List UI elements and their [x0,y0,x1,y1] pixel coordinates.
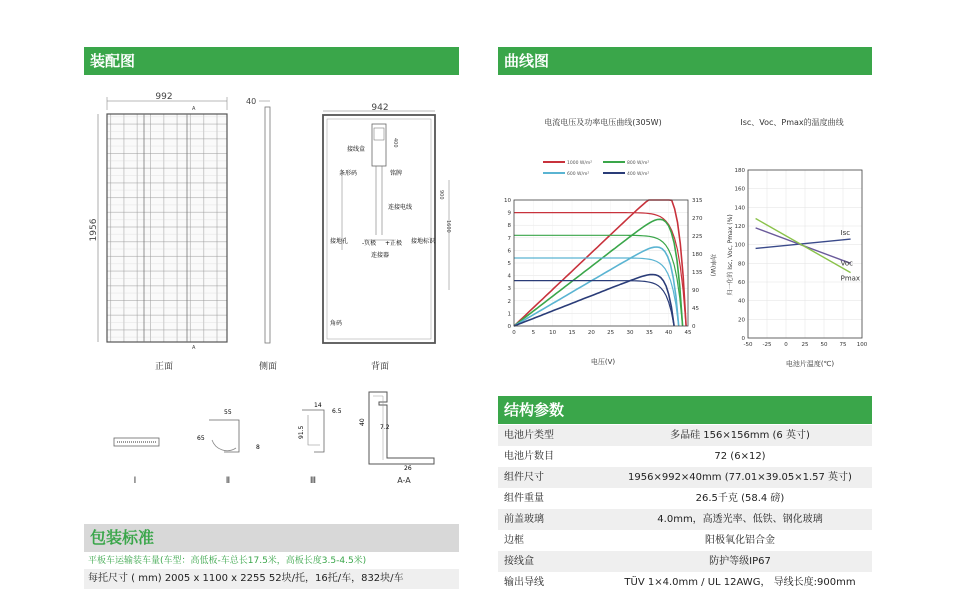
iv-x-tick: 10 [549,330,557,336]
iv-y2-tick: 135 [692,270,703,276]
spec-value: 4.0mm，高透光率、低铁、钢化玻璃 [657,514,823,525]
corner-code-label: 角码 [330,320,343,327]
iv-y2-tick: 315 [692,198,703,204]
spec-key: 组件尺寸 [504,472,544,483]
temp-x-tick: 50 [820,342,828,348]
side-view-label: 侧面 [258,362,278,372]
temp-x-tick: 0 [784,342,788,348]
back-dim-2: 900 [438,190,444,200]
front-marker-top: A [192,106,196,112]
detail-4-dim-40: 40 [359,418,366,426]
temp-y-tick: 20 [738,317,745,324]
temp-chart-xlabel: 电池片温度(℃) [785,360,835,368]
neg-pole-label: -负极 [362,240,377,247]
spec-row [498,467,872,488]
spec-row [498,551,872,572]
iv-y-tick: 2 [507,298,511,305]
iv-x-tick: 20 [587,330,595,336]
assembly-drawings [84,80,459,490]
iv-x-tick: 15 [568,330,576,336]
iv-legend-label: 1000 W/m² [567,161,593,166]
temp-chart-title: Isc、Voc、Pmax的温度曲线 [740,118,844,127]
spec-key: 电池片类型 [504,430,554,441]
detail-3-dim-14: 14 [314,402,322,409]
temp-label-voc: Voc [840,259,853,268]
pos-pole-label: +正极 [385,240,403,247]
temp-y-tick: 120 [734,224,745,230]
pv-curve-600 [514,247,679,326]
iv-y2-tick: 0 [692,324,696,330]
detail-1-label: Ⅰ [133,476,137,486]
spec-key: 边框 [504,535,524,546]
front-width-dim: 992 [155,92,173,102]
iv-x-tick: 0 [512,330,516,336]
temp-y-tick: 180 [734,168,745,174]
back-view [323,103,451,372]
temp-x-tick: 100 [856,342,868,348]
spec-key: 输出导线 [504,577,544,588]
iv-y2-tick: 225 [692,234,703,240]
temp-label-isc: Isc [840,229,851,238]
temp-x-tick: -25 [762,342,772,348]
back-dim-1: 400 [392,138,398,148]
front-marker-bottom: A [192,345,196,351]
ground-hole-label: 接地孔 [330,238,349,245]
iv-x-tick: 45 [684,330,692,336]
temp-y-tick: 60 [738,280,745,286]
temp-y-tick: 100 [734,242,745,249]
iv-y-tick: 1 [507,311,511,318]
back-view-label: 背面 [370,362,390,372]
spec-value: 阳极氧化铝合金 [705,535,775,546]
front-view-label: 正面 [154,362,174,372]
iv-y2-tick: 90 [692,288,699,294]
ground-label: 接地标识 [411,238,436,245]
packing-row: 每托尺寸 ( mm) 2005 x 1100 x 2255 52块/托，16托/车，832块/车 [84,569,459,589]
temperature-chart [722,110,872,375]
temp-y-tick: 0 [741,336,745,342]
connector-label: 连接器 [371,252,390,259]
iv-power-chart [498,110,723,375]
iv-curve-1000 [514,213,686,326]
iv-legend-label: 600 W/m² [567,172,590,177]
temp-y-tick: 80 [738,261,745,268]
cable-label: 连接电线 [388,204,413,211]
detail-4-dim-7-2: 7.2 [380,424,390,431]
iv-y2-tick: 270 [692,216,703,222]
spec-key: 组件重量 [504,493,544,504]
iv-chart-xlabel: 电压(V) [590,358,616,366]
spec-row [498,488,872,509]
temp-x-tick: 75 [839,342,847,348]
nameplate-label: 铭牌 [390,170,403,177]
temp-x-tick: 25 [801,342,809,348]
iv-y-tick: 10 [504,198,511,204]
iv-y-tick: 0 [507,324,511,330]
detail-2-dim-8: 8 [256,444,260,451]
packing-subtitle: 平板车运输装车量(车型：高低板-车总长17.5米，高板长度3.5-4.5米) [88,556,367,566]
iv-y-tick: 9 [507,210,511,217]
back-dim-3: 1600 [445,220,451,233]
detail-3-dim-6-5: 6.5 [332,408,342,415]
spec-value: 26.5千克 (58.4 磅) [695,493,785,504]
spec-key: 前盖玻璃 [504,514,544,525]
temp-line-pmax [756,219,851,273]
iv-y-tick: 3 [507,286,511,293]
detail-4-dim-26: 26 [404,465,412,472]
iv-legend-label: 400 W/m² [627,172,650,177]
iv-y2-tick: 45 [692,306,699,312]
iv-x-tick: 35 [645,330,653,336]
spec-row [498,446,872,467]
spec-row [498,509,872,530]
spec-row [498,425,872,446]
detail-2-dim-65: 65 [197,435,205,442]
assembly-section-header: 装配图 [84,47,459,75]
detail-2-dim-55: 55 [224,409,232,416]
iv-y-tick: 5 [507,261,511,267]
iv-y-tick: 7 [507,235,511,242]
temp-y-tick: 40 [738,298,745,305]
iv-x-tick: 5 [531,330,536,336]
temp-line-isc [756,239,851,248]
iv-y-tick: 8 [507,223,511,230]
packing-section-header: 包装标准 [84,524,459,552]
spec-key: 电池片数目 [504,451,554,462]
iv-y-tick: 6 [507,248,511,255]
structure-section-header: 结构参数 [498,396,872,424]
temp-chart-ylabel: 归一化的 Isc, Voc, Pmax (%) [727,214,734,296]
back-width-dim: 942 [371,103,389,113]
side-depth-dim: 40 [246,97,257,106]
iv-legend-label: 800 W/m² [627,161,650,166]
barcode-label: 条形码 [339,170,358,177]
spec-row [498,572,872,593]
detail-3-dim-91-5: 91.5 [298,425,305,439]
detail-4-label: A-A [397,476,411,485]
iv-x-tick: 30 [626,330,634,336]
temp-label-pmax: Pmax [840,274,861,283]
iv-y2-tick: 180 [692,252,703,258]
temp-x-tick: -50 [743,342,753,348]
curves-section-header: 曲线图 [498,47,872,75]
detail-2-label: Ⅱ [225,476,231,486]
detail-3-label: Ⅲ [309,476,317,486]
iv-chart-y2label: 功率(W) [709,253,716,277]
spec-row [498,530,872,551]
iv-x-tick: 40 [665,330,673,336]
temp-y-tick: 160 [734,186,745,193]
iv-x-tick: 25 [607,330,615,336]
iv-y-tick: 4 [507,273,511,280]
spec-value: TÜV 1×4.0mm / UL 12AWG， 导线长度:900mm [624,577,856,588]
junction-box-label: 接线盒 [347,146,366,153]
detail-drawings [114,392,434,486]
side-view [246,97,277,372]
iv-chart-legend [543,160,649,177]
spec-value: 防护等级IP67 [709,556,771,567]
spec-key: 接线盒 [504,556,534,567]
front-view [89,92,227,372]
iv-chart-title: 电流电压及功率电压曲线(305W) [544,118,662,127]
front-height-dim: 1956 [89,218,99,242]
spec-value: 72 (6×12) [714,451,766,462]
temp-y-tick: 140 [734,205,745,212]
spec-value: 多晶硅 156×156mm (6 英寸) [670,430,810,441]
spec-value: 1956×992×40mm (77.01×39.05×1.57 英寸) [628,472,852,483]
